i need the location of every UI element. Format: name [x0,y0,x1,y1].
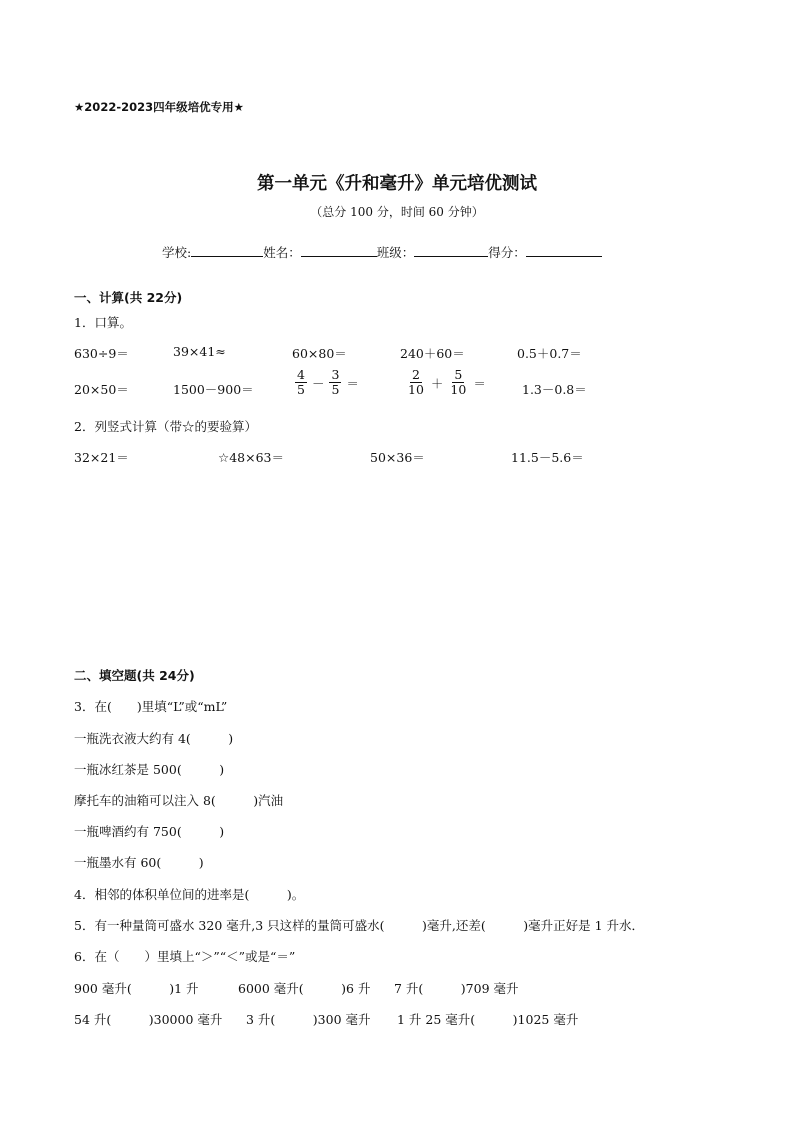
q3-item: 摩托车的油箱可以注入 8( )汽油 [74,793,284,808]
q6-item: 6000 毫升( )6 升 [238,981,371,996]
q3-item: 一瓶啤酒约有 750( ) [74,824,225,839]
fraction: $\frac{2}{10}$ [408,367,424,398]
oral-item: 39×41≈ [173,344,226,359]
oral-item: 20×50＝ [74,382,129,397]
page-title: 第一单元《升和毫升》单元培优测试 [257,174,537,194]
vertical-calc-item: 32×21＝ [74,450,129,465]
section-heading-calculation: 一、计算(共 22分) [74,290,183,305]
class-blank[interactable] [414,243,488,257]
fraction-expression-1: $\frac{4}{5}$ － $\frac{3}{5}$ ＝ [297,367,359,398]
fraction: $\frac{4}{5}$ [297,367,305,398]
question-4: 4．相邻的体积单位间的进率是( )。 [74,887,305,902]
q3-item: 一瓶洗衣液大约有 4( ) [74,731,234,746]
fraction-expression-2: $\frac{2}{10}$ ＋ $\frac{5}{10}$ ＝ [408,367,486,398]
class-label: 班级： [376,245,415,260]
q6-item: 1 升 25 毫升( )1025 毫升 [397,1012,579,1027]
q6-item: 900 毫升( )1 升 [74,981,199,996]
q6-item: 54 升( )30000 毫升 [74,1012,223,1027]
student-info-line [162,243,602,261]
school-blank[interactable] [191,243,263,257]
school-label: 学校: [162,245,192,260]
vertical-calc-item: ☆48×63＝ [218,450,284,465]
name-blank[interactable] [301,243,377,257]
exam-subtitle: （总分 100 分，时间 60 分钟） [310,205,484,219]
oral-item: 630÷9＝ [74,346,129,361]
oral-item: 60×80＝ [292,346,347,361]
q6-item: 3 升( )300 毫升 [246,1012,371,1027]
score-blank[interactable] [526,243,602,257]
score-label: 得分： [488,245,526,260]
q3-item: 一瓶冰红茶是 500( ) [74,762,225,777]
oral-item: 240＋60＝ [400,346,465,361]
edition-tag: ★2022-2023四年级培优专用★ [74,100,244,114]
q6-item: 7 升( )709 毫升 [394,981,519,996]
section-heading-fill-in: 二、填空题(共 24分) [74,668,195,683]
oral-item: 1.3－0.8＝ [522,382,587,397]
question-3-title: 3．在( )里填“L”或“mL” [74,699,228,714]
question-2-title: 2．列竖式计算（带☆的要验算） [74,419,257,434]
oral-item: 0.5＋0.7＝ [517,346,582,361]
fraction: $\frac{5}{10}$ [450,367,467,398]
fraction: $\frac{3}{5}$ [331,367,340,398]
q3-item: 一瓶墨水有 60( ) [74,855,204,870]
name-label: 姓名： [263,245,301,260]
question-1-title: 1．口算。 [74,315,132,330]
question-5: 5．有一种量筒可盛水 320 毫升,3 只这样的量筒可盛水( )毫升,还差( )毫升正好是 1 升水． [74,918,645,933]
oral-item: 1500－900＝ [173,382,254,397]
vertical-calc-item: 50×36＝ [370,450,425,465]
vertical-calc-item: 11.5－5.6＝ [511,450,584,465]
question-6-title: 6．在（ ）里填上“＞”“＜”或是“＝” [74,949,296,964]
